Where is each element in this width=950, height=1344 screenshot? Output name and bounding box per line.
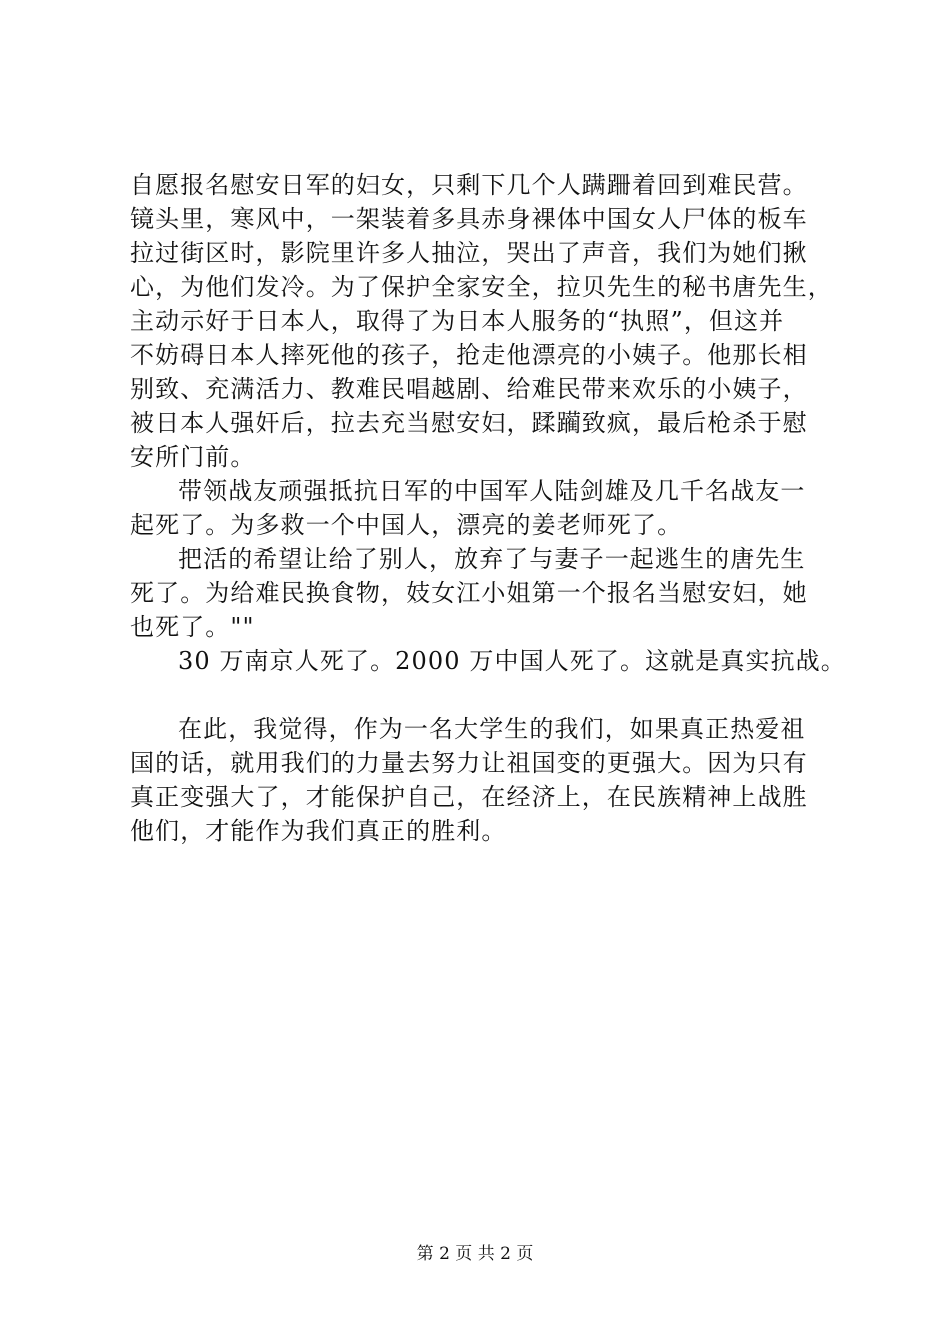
page-footer: 第 2 页 共 2 页 [416, 1244, 534, 1264]
paragraph-start-line: 带领战友顽强抵抗日军的中国军人陆剑雄及几千名战友一 [178, 477, 806, 505]
text-line: 安所门前。 [130, 443, 256, 471]
text-line: 被日本人强奸后，拉去充当慰安妇，蹂躏致疯，最后枪杀于慰 [130, 409, 808, 437]
text-line: 真正变强大了，才能保护自己，在经济上，在民族精神上战胜 [130, 783, 808, 811]
text-line: 拉过街区时，影院里许多人抽泣，哭出了声音，我们为她们揪 [130, 239, 808, 267]
text-line: 死了。为给难民换食物，妓女江小姐第一个报名当慰安妇，她 [130, 579, 808, 607]
text-line: 主动示好于日本人，取得了为日本人服务的“执照”，但这并 [130, 307, 785, 335]
paragraph-start-line: 30 万南京人死了。2000 万中国人死了。这就是真实抗战。 [178, 647, 846, 675]
paragraph-start-line: 在此，我觉得，作为一名大学生的我们，如果真正热爱祖 [178, 715, 806, 743]
text-line: 也死了。"" [130, 613, 255, 641]
text-line: 心，为他们发冷。为了保护全家安全，拉贝先生的秘书唐先生， [130, 273, 833, 301]
text-line: 他们，才能作为我们真正的胜利。 [130, 817, 507, 845]
paragraph-gap [130, 678, 830, 712]
text-line: 不妨碍日本人摔死他的孩子，抢走他漂亮的小姨子。他那长相 [130, 341, 808, 369]
text-line: 别致、充满活力、教难民唱越剧、给难民带来欢乐的小姨子， [130, 375, 808, 403]
paragraph-start-line: 把活的希望让给了别人，放弃了与妻子一起逃生的唐先生 [178, 545, 806, 573]
text-line: 自愿报名慰安日军的妇女，只剩下几个人蹒跚着回到难民营。 [130, 171, 808, 199]
text-line: 国的话，就用我们的力量去努力让祖国变的更强大。因为只有 [130, 749, 808, 777]
text-line: 镜头里，寒风中，一架装着多具赤身裸体中国女人尸体的板车 [130, 205, 808, 233]
document-body [130, 168, 846, 848]
text-line: 起死了。为多救一个中国人，漂亮的姜老师死了。 [130, 511, 683, 539]
